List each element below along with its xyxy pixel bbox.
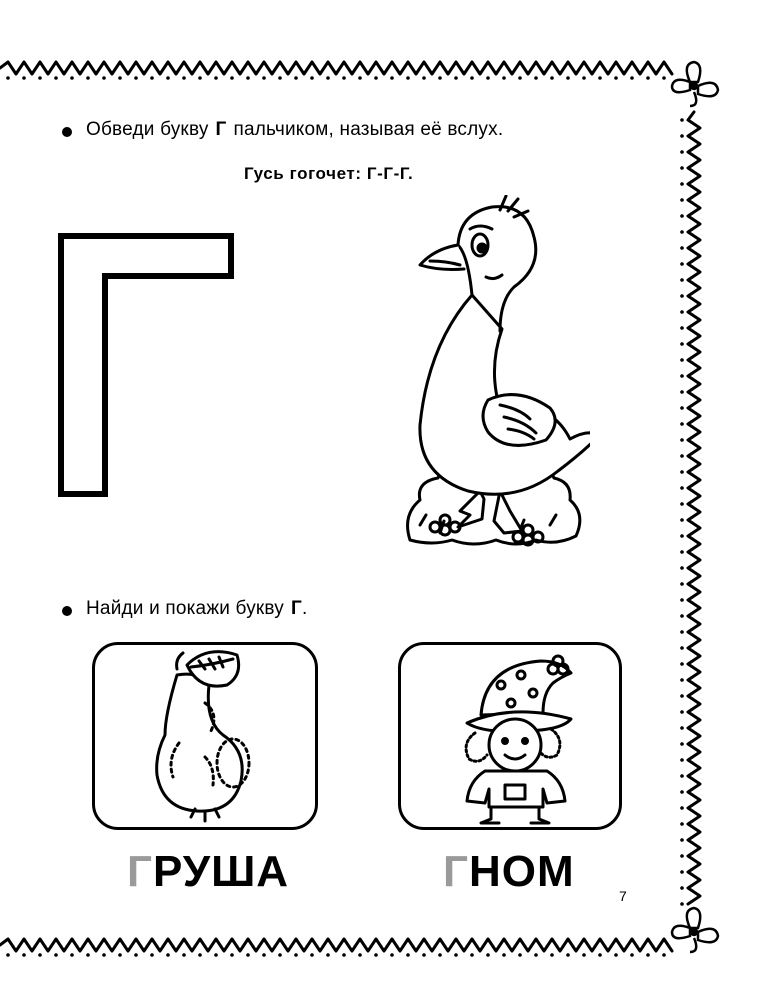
word-pear-first-letter: Г: [127, 847, 153, 896]
word-gnome-rest: НОМ: [468, 847, 575, 896]
instruction-1: [86, 119, 503, 141]
goose-illustration: [400, 195, 590, 560]
instruction-2-period: .: [301, 598, 308, 619]
big-letter-outline: [55, 230, 240, 502]
pear-illustration: [95, 645, 315, 827]
page-number: 7: [619, 888, 627, 904]
bullet-2: [62, 606, 72, 616]
instruction-2-text-before: Найди и покажи букву: [86, 598, 284, 619]
word-pear-rest: РУША: [152, 847, 290, 896]
bullet-1: [62, 127, 72, 137]
card-pear: [92, 642, 318, 830]
corner-flourish-top: [672, 62, 718, 106]
word-gnome-first-letter: Г: [443, 847, 469, 896]
instruction-2: [86, 598, 307, 620]
instruction-2-letter: Г: [290, 598, 302, 619]
instruction-1-letter: Г: [215, 119, 227, 140]
corner-flourish-bottom: [672, 908, 718, 952]
instruction-1-text-before: Обведи букву: [86, 119, 209, 140]
gnome-illustration: [401, 645, 619, 827]
word-pear: [127, 847, 290, 896]
word-gnome: [443, 847, 575, 896]
subtitle: Гусь гогочет: Г-Г-Г.: [244, 164, 414, 183]
instruction-1-text-after: пальчиком, называя её вслух.: [233, 119, 504, 140]
card-gnome: [398, 642, 622, 830]
